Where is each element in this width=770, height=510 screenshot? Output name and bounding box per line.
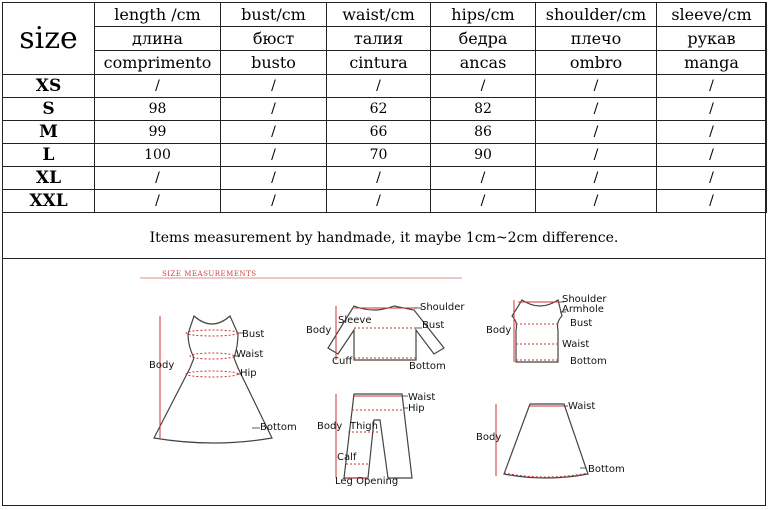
table-cell: 100	[95, 144, 221, 167]
label-bottom: Bottom	[588, 464, 625, 475]
label-leg-opening: Leg Opening	[335, 476, 399, 487]
table-cell: 62	[327, 98, 431, 121]
table-cell: 99	[95, 121, 221, 144]
table-cell: /	[536, 144, 657, 167]
label-body: Body	[317, 421, 343, 432]
tank-shape	[512, 300, 562, 362]
label-hip: Hip	[408, 403, 425, 414]
table-cell: /	[536, 75, 657, 98]
size-label: XS	[3, 75, 95, 98]
label-body: Body	[476, 432, 502, 443]
table-cell: /	[657, 167, 767, 190]
table-cell: /	[221, 98, 327, 121]
size-measurements-diagram	[2, 260, 766, 506]
column-header-length-pt: comprimento	[95, 51, 221, 75]
table-cell: 66	[327, 121, 431, 144]
table-row	[3, 75, 767, 98]
table-cell: /	[221, 167, 327, 190]
shirt-diagram	[306, 302, 465, 372]
table-row	[3, 98, 767, 121]
size-label: L	[3, 144, 95, 167]
label-calf: Calf	[337, 452, 357, 463]
column-header-length-en: length /cm	[95, 3, 221, 27]
column-header-hips-pt: ancas	[431, 51, 536, 75]
table-cell: 98	[95, 98, 221, 121]
table-cell: /	[327, 75, 431, 98]
column-header-shoulder-en: shoulder/cm	[536, 3, 657, 27]
pants-shape	[344, 394, 412, 478]
skirt-diagram	[476, 401, 625, 478]
table-cell: /	[536, 98, 657, 121]
label-thigh: Thigh	[350, 421, 378, 432]
label-waist: Waist	[236, 349, 264, 360]
column-header-bust-pt: busto	[221, 51, 327, 75]
table-cell: /	[657, 75, 767, 98]
label-bust: Bust	[242, 329, 265, 340]
table-cell: /	[431, 190, 536, 213]
table-cell: /	[657, 98, 767, 121]
table-cell: /	[431, 75, 536, 98]
size-table	[2, 2, 767, 213]
column-header-bust-en: bust/cm	[221, 3, 327, 27]
label-armhole: Armhole	[562, 304, 604, 315]
column-header-waist-en: waist/cm	[327, 3, 431, 27]
column-header-shoulder-pt: ombro	[536, 51, 657, 75]
label-waist: Waist	[562, 339, 590, 350]
label-waist: Waist	[568, 401, 596, 412]
table-cell: /	[431, 167, 536, 190]
table-cell: /	[95, 167, 221, 190]
label-bottom: Bottom	[570, 356, 607, 367]
table-cell: /	[327, 167, 431, 190]
label-bottom: Bottom	[409, 361, 446, 372]
column-header-hips-en: hips/cm	[431, 3, 536, 27]
table-cell: 90	[431, 144, 536, 167]
column-header-sleeve-en: sleeve/cm	[657, 3, 767, 27]
measurement-note: Items measurement by handmade, it maybe 1cm~2cm difference.	[2, 218, 766, 259]
label-waist: Waist	[408, 392, 436, 403]
column-header-shoulder-ru: плечо	[536, 27, 657, 51]
table-cell: /	[536, 167, 657, 190]
table-row	[3, 121, 767, 144]
table-cell: /	[536, 121, 657, 144]
table-cell: /	[95, 75, 221, 98]
table-cell: /	[221, 75, 327, 98]
table-row	[3, 144, 767, 167]
column-header-sleeve-pt: manga	[657, 51, 767, 75]
table-row	[3, 167, 767, 190]
label-body: Body	[306, 325, 332, 336]
table-row	[3, 190, 767, 213]
table-cell: /	[221, 144, 327, 167]
table-cell: /	[657, 121, 767, 144]
diagram-title: SIZE MEASUREMENTS	[162, 270, 257, 278]
table-cell: 86	[431, 121, 536, 144]
size-header: size	[3, 3, 95, 75]
label-shoulder: Shoulder	[562, 294, 607, 305]
size-label: XL	[3, 167, 95, 190]
column-header-sleeve-ru: рукав	[657, 27, 767, 51]
column-header-bust-ru: бюст	[221, 27, 327, 51]
size-label: M	[3, 121, 95, 144]
label-bottom: Bottom	[260, 422, 297, 433]
table-cell: /	[221, 190, 327, 213]
size-label: S	[3, 98, 95, 121]
column-header-hips-ru: бедра	[431, 27, 536, 51]
label-hip: Hip	[240, 368, 257, 379]
size-label: XXL	[3, 190, 95, 213]
label-bust: Bust	[422, 320, 445, 331]
column-header-waist-ru: талия	[327, 27, 431, 51]
skirt-shape	[504, 404, 588, 478]
label-body: Body	[486, 325, 512, 336]
label-shoulder: Shoulder	[420, 302, 465, 313]
table-cell: /	[221, 121, 327, 144]
pants-diagram	[317, 392, 435, 487]
label-body: Body	[149, 360, 175, 371]
table-cell: /	[95, 190, 221, 213]
label-cuff: Cuff	[332, 356, 353, 367]
label-bust: Bust	[570, 318, 593, 329]
label-sleeve: Sleeve	[338, 315, 372, 326]
table-cell: 70	[327, 144, 431, 167]
table-cell: /	[657, 190, 767, 213]
table-cell: /	[657, 144, 767, 167]
column-header-length-ru: длина	[95, 27, 221, 51]
table-cell: /	[536, 190, 657, 213]
table-cell: 82	[431, 98, 536, 121]
column-header-waist-pt: cintura	[327, 51, 431, 75]
dress-diagram	[149, 316, 297, 443]
tank-top-diagram	[486, 294, 607, 367]
table-cell: /	[327, 190, 431, 213]
